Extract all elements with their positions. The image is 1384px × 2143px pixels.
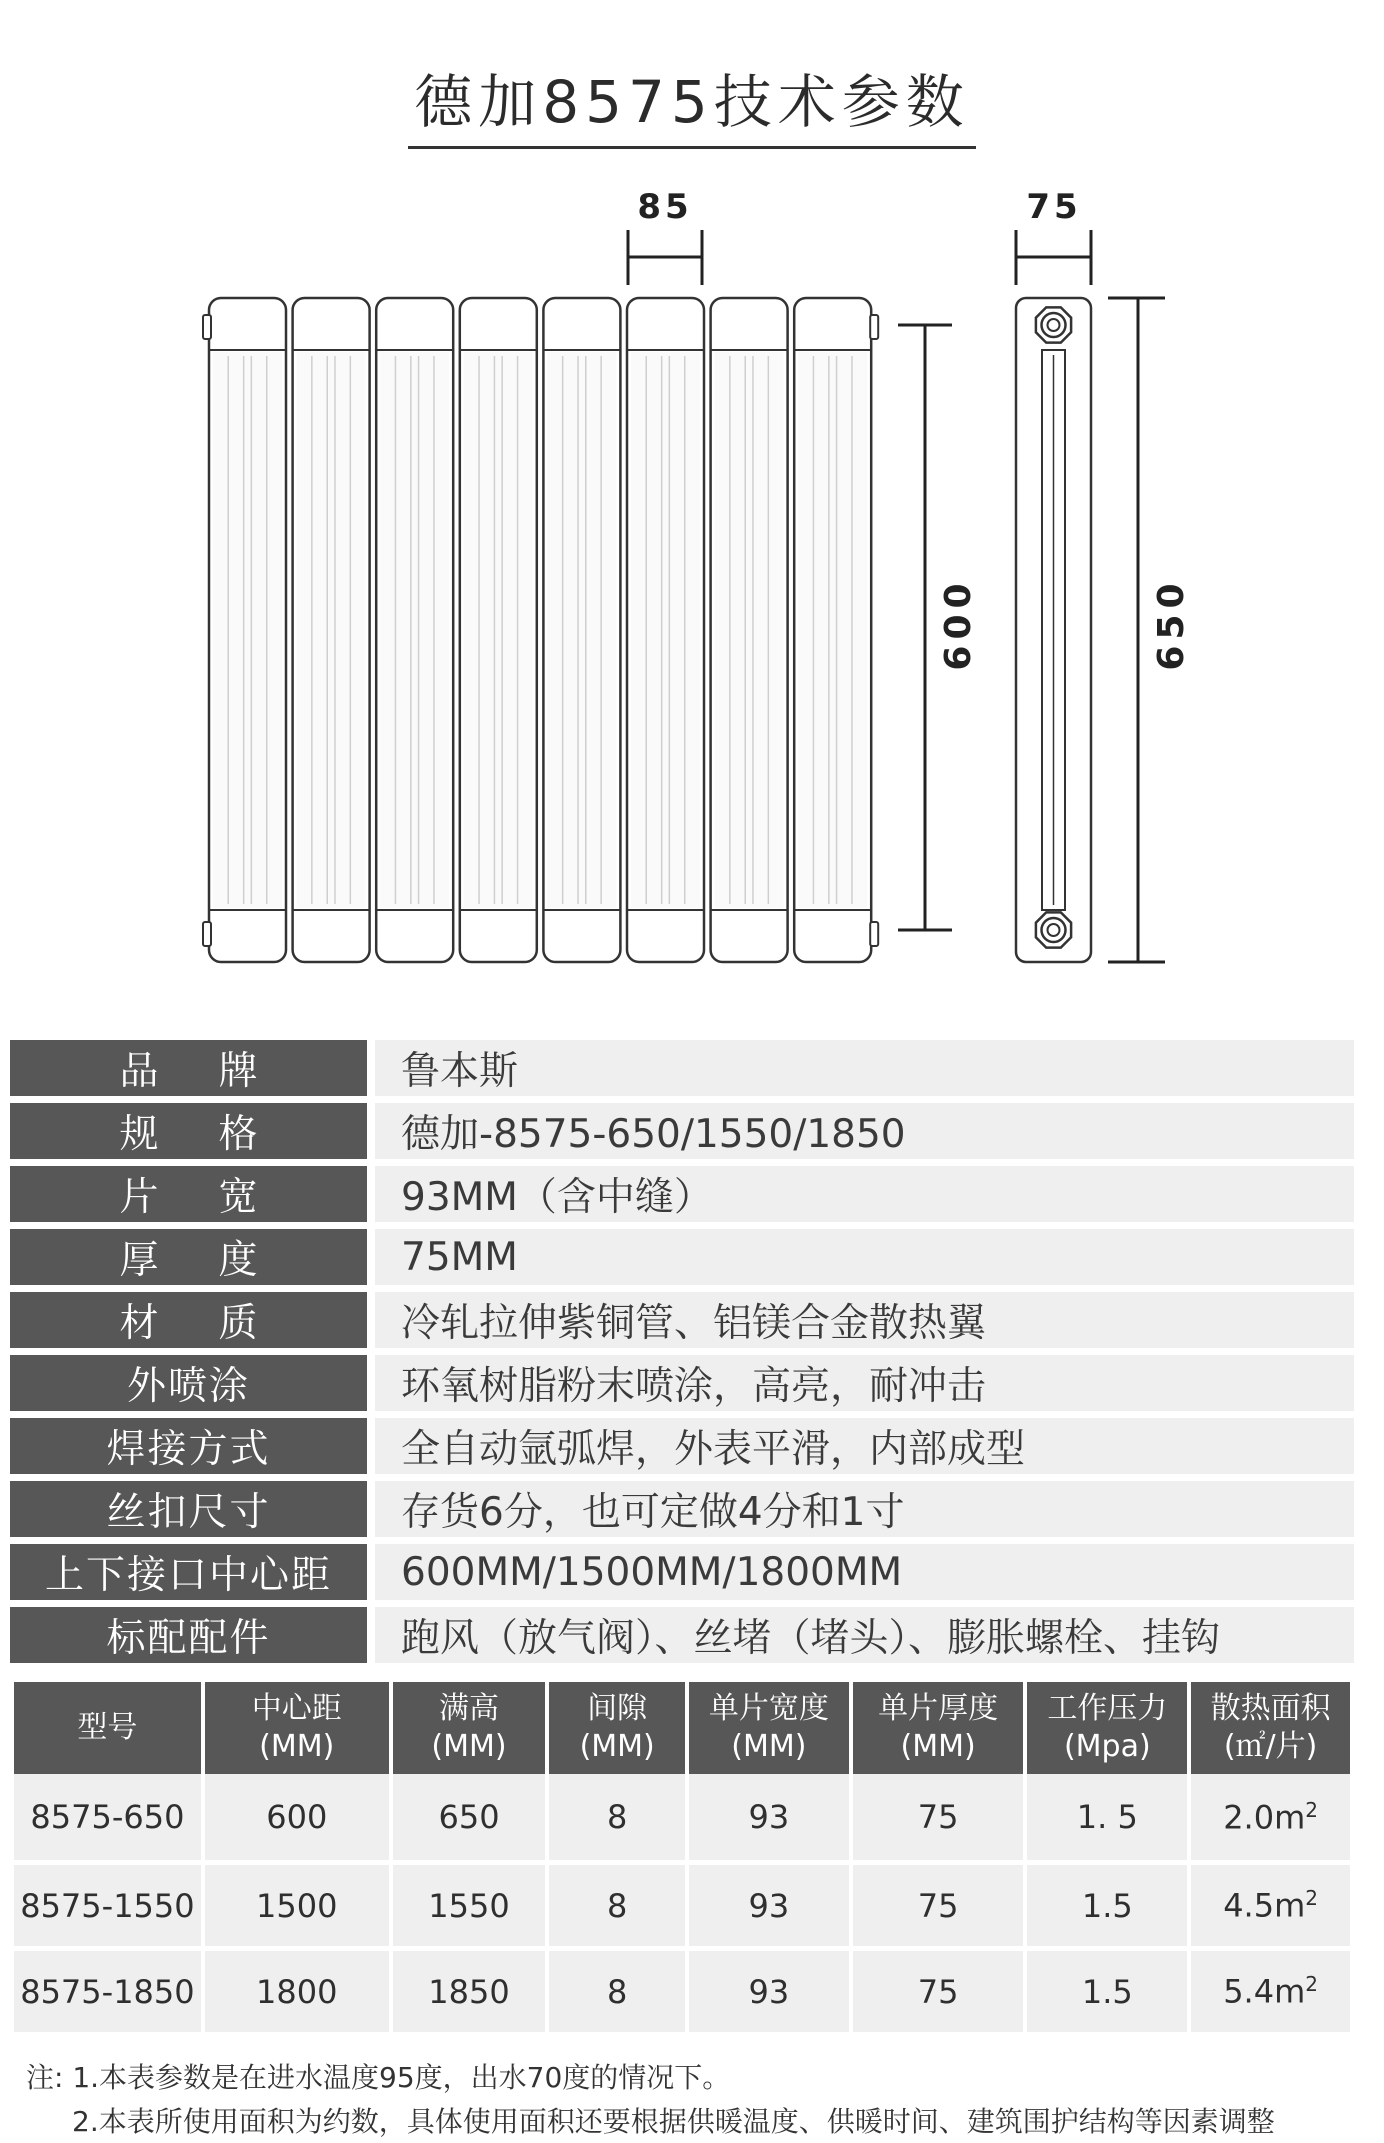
table-header-cell [14,1682,201,1774]
cell-text: 75 [917,1972,959,2011]
table-cell-center [205,1774,389,1860]
table-header-cell [853,1682,1024,1774]
table-cell-width [689,1860,849,1946]
table-row [14,1774,1350,1860]
table-header-cell [1191,1682,1350,1774]
pipe-connector-icon [1036,912,1071,947]
header-title: 散热面积 [1210,1691,1331,1726]
spec-row [10,1481,1354,1537]
spec-value: 全自动氩弧焊，外表平滑，内部成型 [375,1418,1354,1474]
cell-text: 4.5m [1223,1886,1306,1925]
spec-row [10,1355,1354,1411]
table-cell-thickness [853,1860,1024,1946]
table-cell-height [393,1946,546,2032]
header-unit: (MM) [579,1729,655,1764]
table-cell-gap [549,1774,685,1860]
spec-label: 丝扣尺寸 [10,1481,367,1537]
table-cell-width [689,1946,849,2032]
cell-text: 8575-1850 [20,1972,195,2011]
cell-text: 8575-650 [30,1798,185,1836]
header-unit: (Mpa) [1063,1729,1151,1764]
table-cell-area [1191,1774,1350,1860]
spec-label: 材质 [10,1292,367,1348]
cell-text: 1.5 [1081,1972,1133,2011]
header-title: 型号 [77,1710,138,1745]
notes [26,2056,1366,2143]
table-cell-center [205,1860,389,1946]
table-cell-thickness [853,1946,1024,2032]
spec-label: 标配配件 [10,1607,367,1663]
cell-text: 93 [748,1798,790,1836]
end-cap [870,922,878,946]
cell-text: 1500 [256,1886,338,1925]
header-unit: (MM) [431,1729,507,1764]
header-title: 单片宽度 [708,1691,829,1726]
radiator-section [794,298,871,962]
spec-value: 德加-8575-650/1550/1850 [375,1103,1354,1159]
spec-value: 环氧树脂粉末喷涂，高亮，耐冲击 [375,1355,1354,1411]
parameter-table [10,1682,1354,2032]
table-header-cell [393,1682,546,1774]
dimension-label-thickness: 75 [1026,187,1082,227]
spec-value: 93MM（含中缝） [375,1166,1354,1222]
pipe-connector-icon [1036,307,1071,342]
table-cell-center [205,1946,389,2032]
spec-value: 75MM [375,1229,1354,1285]
table-cell-model [14,1860,201,1946]
page-title: 德加8575技术参数 [0,64,1384,149]
spec-value: 跑风（放气阀）、丝堵（堵头）、膨胀螺栓、挂钩 [375,1607,1354,1663]
header-unit: (㎡/片) [1223,1729,1318,1764]
table-cell-thickness [853,1774,1024,1860]
cell-text: 75 [917,1886,959,1925]
cell-text: 2.0m [1223,1798,1306,1837]
spec-value: 存货6分，也可定做4分和1寸 [375,1481,1354,1537]
spec-row [10,1103,1354,1159]
radiator-section [209,298,286,962]
dimension-label-center-distance: 600 [938,577,979,671]
spec-label: 品牌 [10,1040,367,1096]
header-title: 满高 [439,1691,500,1726]
spec-label: 上下接口中心距 [10,1544,367,1600]
header-unit: (MM) [900,1729,976,1764]
cell-text: 8 [606,1798,628,1836]
radiator-section [376,298,453,962]
cell-text: 1800 [256,1972,338,2011]
table-cell-area [1191,1946,1350,2032]
cell-text: 650 [438,1798,500,1836]
cell-text: 1. 5 [1076,1798,1138,1836]
spec-row [10,1418,1354,1474]
spec-value: 600MM/1500MM/1800MM [375,1544,1354,1600]
spec-label: 外喷涂 [10,1355,367,1411]
unit-superscript: 2 [1305,1797,1318,1822]
spec-row [10,1229,1354,1285]
header-unit: (MM) [731,1729,807,1764]
table-header-cell [205,1682,389,1774]
unit-superscript: 2 [1305,1972,1318,1997]
header-title: 工作压力 [1047,1691,1168,1726]
cell-text: 8575-1550 [20,1886,195,1925]
table-body [14,1774,1350,2032]
table-header-row [14,1682,1350,1774]
spec-label: 厚度 [10,1229,367,1285]
table-header-cell [1027,1682,1187,1774]
dimension-center-distance [898,325,979,930]
table-cell-pressure [1027,1774,1187,1860]
note-line: 2.本表所使用面积为约数，具体使用面积还要根据供暖温度、供暖时间、建筑围护结构等因素调整 [72,2105,1275,2138]
dimension-section-width [628,187,702,285]
table-row [14,1860,1350,1946]
table-cell-height [393,1860,546,1946]
radiator-section [460,298,537,962]
spec-row [10,1166,1354,1222]
table-cell-area [1191,1860,1350,1946]
spec-label: 焊接方式 [10,1418,367,1474]
cell-text: 93 [748,1972,790,2011]
radiator-section [543,298,620,962]
end-cap [203,315,211,339]
table-cell-width [689,1774,849,1860]
cell-text: 1550 [428,1886,510,1925]
spec-value: 冷轧拉伸紫铜管、铝镁合金散热翼 [375,1292,1354,1348]
spec-row [10,1292,1354,1348]
spec-value: 鲁本斯 [375,1040,1354,1096]
note-line: 注: 1.本表参数是在进水温度95度，出水70度的情况下。 [26,2061,731,2094]
header-title: 单片厚度 [878,1691,999,1726]
radiator-section [293,298,370,962]
spec-row [10,1607,1354,1663]
table-header-cell [689,1682,849,1774]
spec-label: 规格 [10,1103,367,1159]
table-cell-model [14,1774,201,1860]
table-row [14,1946,1350,2032]
cell-text: 93 [748,1886,790,1925]
cell-text: 600 [266,1798,328,1836]
spec-list [10,1040,1354,1670]
radiator-side-view [1016,298,1091,962]
table-cell-pressure [1027,1860,1187,1946]
dimension-total-height [1108,298,1192,962]
dimension-label-total-height: 650 [1151,577,1192,671]
table-header-cell [549,1682,685,1774]
cell-text: 8 [606,1886,628,1925]
cell-text: 5.4m [1223,1972,1306,2011]
cell-text: 75 [917,1798,959,1836]
header-title: 中心距 [251,1691,342,1726]
table-cell-gap [549,1946,685,2032]
radiator-diagram [0,180,1384,980]
radiator-front-view [203,298,878,962]
table-cell-height [393,1774,546,1860]
end-cap [870,315,878,339]
table-cell-pressure [1027,1946,1187,2032]
cell-text: 8 [606,1972,628,2011]
table-cell-model [14,1946,201,2032]
radiator-section [711,298,788,962]
table-cell-gap [549,1860,685,1946]
spec-label: 片宽 [10,1166,367,1222]
cell-text: 1.5 [1081,1886,1133,1925]
dimension-label-section-width: 85 [637,187,693,227]
spec-row [10,1544,1354,1600]
end-cap [203,922,211,946]
spec-row [10,1040,1354,1096]
header-title: 间隙 [587,1691,648,1726]
cell-text: 1850 [428,1972,510,2011]
radiator-section [627,298,704,962]
unit-superscript: 2 [1305,1886,1318,1911]
dimension-thickness [1016,187,1091,285]
header-unit: (MM) [259,1729,335,1764]
